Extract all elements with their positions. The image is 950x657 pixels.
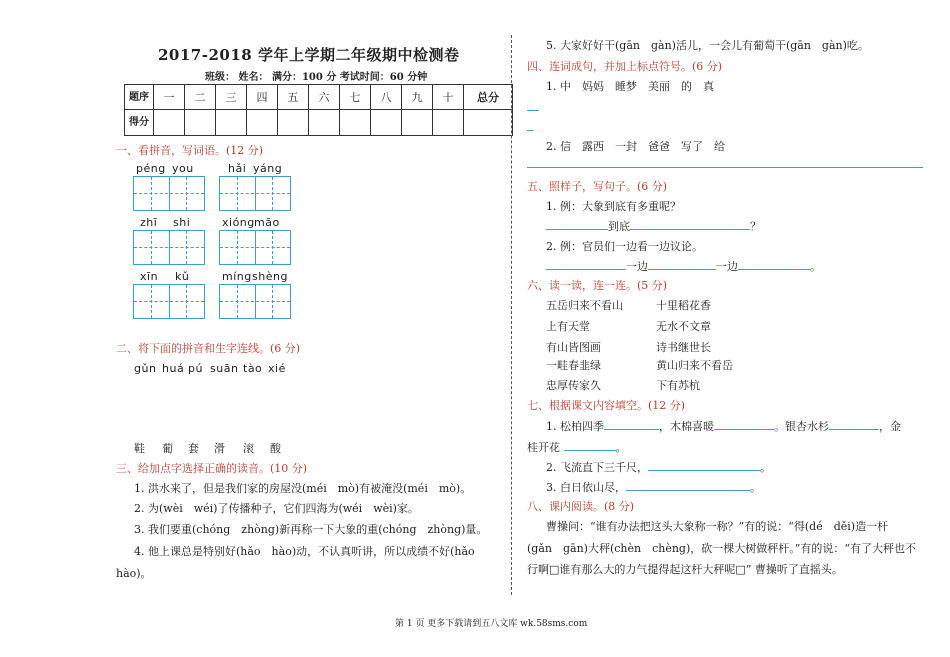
s2-char-2: 葡 <box>162 442 173 455</box>
s7-q1-e: 桂开花 <box>527 441 560 454</box>
writing-grid[interactable] <box>133 284 205 319</box>
s8-line-1: 曹操问：“谁有办法把这头大象称一称？”有的说：“得(dé děi)造一杆 <box>546 520 889 533</box>
pinyin-5b: kǔ <box>175 270 190 283</box>
pinyin-4b: māo <box>254 216 280 229</box>
section-7-title: 七、根据课文内容填空。(12 分) <box>527 399 686 412</box>
s7-q3: 3. 白日依山尽， <box>546 481 626 494</box>
pinyin-3a: zhī <box>140 216 158 229</box>
s6-left-1: 五岳归来不看山 <box>546 299 623 312</box>
s6-left-2: 上有天堂 <box>546 320 590 333</box>
score-cell <box>371 110 402 136</box>
writing-grid[interactable] <box>133 176 205 211</box>
blank[interactable] <box>829 419 879 430</box>
s6-right-1: 十里稻花香 <box>656 299 711 312</box>
pinyin-6b: shèng <box>252 270 288 283</box>
page-title: 2017-2018 学年上学期二年级期中检测卷 <box>158 46 460 64</box>
answer-line <box>527 130 533 131</box>
pinyin-2a: hǎi <box>228 162 247 175</box>
blank[interactable] <box>604 419 659 430</box>
col-2: 二 <box>185 85 216 110</box>
answer-line <box>527 110 539 111</box>
blank[interactable] <box>564 440 616 451</box>
col-10: 十 <box>433 85 464 110</box>
s7-q1-c: 。银杏水杉 <box>774 420 829 433</box>
pinyin-1b: you <box>172 162 194 175</box>
student-info-line: 班级： 姓名： 满分：100 分 考试时间：60 分钟 <box>205 72 428 83</box>
column-divider <box>511 35 512 595</box>
section-6-title: 六、读一读，连一连。(5 分) <box>527 279 668 292</box>
score-cell <box>433 110 464 136</box>
s5-example-1: 1. 例：大象到底有多重呢？ <box>546 200 681 213</box>
section-4-title: 四、连词成句，并加上标点符号。(6 分) <box>527 60 723 73</box>
s3-line-3: 3. 我们要重(chóng zhòng)新再称一下大象的重(chóng zhòng)量。 <box>134 523 488 536</box>
s6-right-4: 黄山归来不看岳 <box>656 359 733 372</box>
pinyin-2b: yáng <box>253 162 283 175</box>
s4-question-1: 1. 中 妈妈 睡梦 美丽 的 真 <box>546 80 714 93</box>
score-cell <box>185 110 216 136</box>
writing-grid[interactable] <box>219 176 291 211</box>
blank[interactable] <box>546 259 626 270</box>
s2-pinyin-3: pú <box>188 362 203 375</box>
writing-grid[interactable] <box>219 230 291 265</box>
s2-char-3: 套 <box>188 442 199 455</box>
s2-char-1: 鞋 <box>134 442 145 455</box>
s4-question-2: 2. 信 露西 一封 爸爸 写了 给 <box>546 140 725 153</box>
s5-fill2-end: 。 <box>810 260 821 273</box>
col-1: 一 <box>154 85 185 110</box>
section-3-title: 三、给加点字选择正确的读音。(10 分) <box>116 462 308 475</box>
s7-q1-a: 1. 松柏四季 <box>546 420 604 433</box>
s7-question-3 <box>546 479 761 495</box>
s5-fill-1 <box>546 218 761 234</box>
s5-fill2-b: 一边 <box>716 260 738 273</box>
s6-left-3: 有山皆图画 <box>546 341 601 354</box>
s6-right-3: 诗书继世长 <box>656 341 711 354</box>
col-5: 五 <box>278 85 309 110</box>
s3-line-item-5: 5. 大家好好干(gān gàn)活儿，一会儿有葡萄干(gān gàn)吃。 <box>546 39 869 52</box>
s2-pinyin-2: huá <box>162 362 185 375</box>
score-cell <box>309 110 340 136</box>
blank[interactable] <box>630 219 750 230</box>
s7-q2: 2. 飞流直下三千尺， <box>546 461 648 474</box>
s2-char-6: 酸 <box>270 442 281 455</box>
writing-grid[interactable] <box>133 230 205 265</box>
col-9: 九 <box>402 85 433 110</box>
blank[interactable] <box>648 460 760 471</box>
section-8-title: 八、课内阅读。(8 分) <box>527 500 635 513</box>
col-8: 八 <box>371 85 402 110</box>
col-4: 四 <box>247 85 278 110</box>
s2-char-5: 滚 <box>243 442 254 455</box>
s5-fill1-mid: 到底 <box>608 220 630 233</box>
s2-pinyin-6: xié <box>268 362 286 375</box>
s5-fill1-end: ？ <box>750 220 761 233</box>
section-2-title: 二、将下面的拼音和生字连线。(6 分) <box>116 342 301 355</box>
s3-line-4: 4. 他上课总是特别好(hǎo hào)动，不认真听讲，所以成绩不好(hǎo <box>134 545 475 558</box>
s7-q1-b: ，木棉喜暖 <box>659 420 714 433</box>
s6-right-5: 下有苏杭 <box>656 379 700 392</box>
writing-grid[interactable] <box>219 284 291 319</box>
col-6: 六 <box>309 85 340 110</box>
s2-pinyin-1: gǔn <box>134 362 157 375</box>
score-cell <box>247 110 278 136</box>
s7-question-2 <box>546 459 771 475</box>
s2-pinyin-5: tào <box>243 362 263 375</box>
s6-left-5: 忠厚传家久 <box>546 379 601 392</box>
pinyin-3b: shi <box>173 216 191 229</box>
col-total: 总分 <box>464 85 513 110</box>
s2-char-4: 滑 <box>214 442 225 455</box>
score-cell <box>464 110 513 136</box>
score-cell <box>154 110 185 136</box>
s6-right-2: 无水不文章 <box>656 320 711 333</box>
s7-question-1 <box>546 418 901 434</box>
blank[interactable] <box>738 259 810 270</box>
page-footer: 第 1 页 更多下载请到五八文库 wk.58sms.com <box>395 619 588 629</box>
pinyin-5a: xīn <box>140 270 159 283</box>
score-table <box>124 84 513 136</box>
score-cell <box>340 110 371 136</box>
blank[interactable] <box>714 419 774 430</box>
s7-question-1-cont <box>527 439 627 455</box>
col-3: 三 <box>216 85 247 110</box>
s5-fill-2 <box>546 258 821 274</box>
answer-line[interactable] <box>527 167 923 168</box>
section-5-title: 五、照样子，写句子。(6 分) <box>527 180 668 193</box>
row-label-score: 得分 <box>125 110 154 136</box>
s6-left-4: 一畦春韭绿 <box>546 359 601 372</box>
s3-line-1: 1. 洪水来了，但是我们家的房屋没(méi mò)有被淹没(méi mò)。 <box>134 482 472 495</box>
s7-q1-f: 。 <box>615 441 627 454</box>
s7-q1-d: ，金 <box>879 420 901 433</box>
s3-line-2: 2. 为(wèi wéi)了传播种子，它们四海为(wéi wèi)家。 <box>134 502 419 515</box>
s5-fill2-a: 一边 <box>626 260 648 273</box>
blank[interactable] <box>626 480 750 491</box>
s5-example-2: 2. 例：官员们一边看一边议论。 <box>546 240 703 253</box>
s8-line-2: (gǎn gān)大秤(chèn chèng)，砍一棵大树做秤杆。”有的说：“有了大秤也不 <box>527 542 916 555</box>
score-cell <box>278 110 309 136</box>
section-1-title: 一、看拼音，写词语。(12 分) <box>116 144 264 157</box>
col-7: 七 <box>340 85 371 110</box>
blank[interactable] <box>546 219 608 230</box>
s2-pinyin-4: suān <box>210 362 239 375</box>
score-cell <box>216 110 247 136</box>
row-label-question: 题序 <box>125 85 154 110</box>
score-cell <box>402 110 433 136</box>
s7-q3-end: 。 <box>750 481 761 494</box>
pinyin-6a: míng <box>222 270 252 283</box>
pinyin-4a: xióng <box>222 216 255 229</box>
s8-line-3: 行啊□谁有那么大的力气提得起这杆大秤呢□” 曹操听了直摇头。 <box>527 563 843 576</box>
s7-q2-end: 。 <box>760 461 771 474</box>
pinyin-1a: péng <box>136 162 166 175</box>
blank[interactable] <box>648 259 716 270</box>
s3-line-5: hào)。 <box>116 567 152 580</box>
